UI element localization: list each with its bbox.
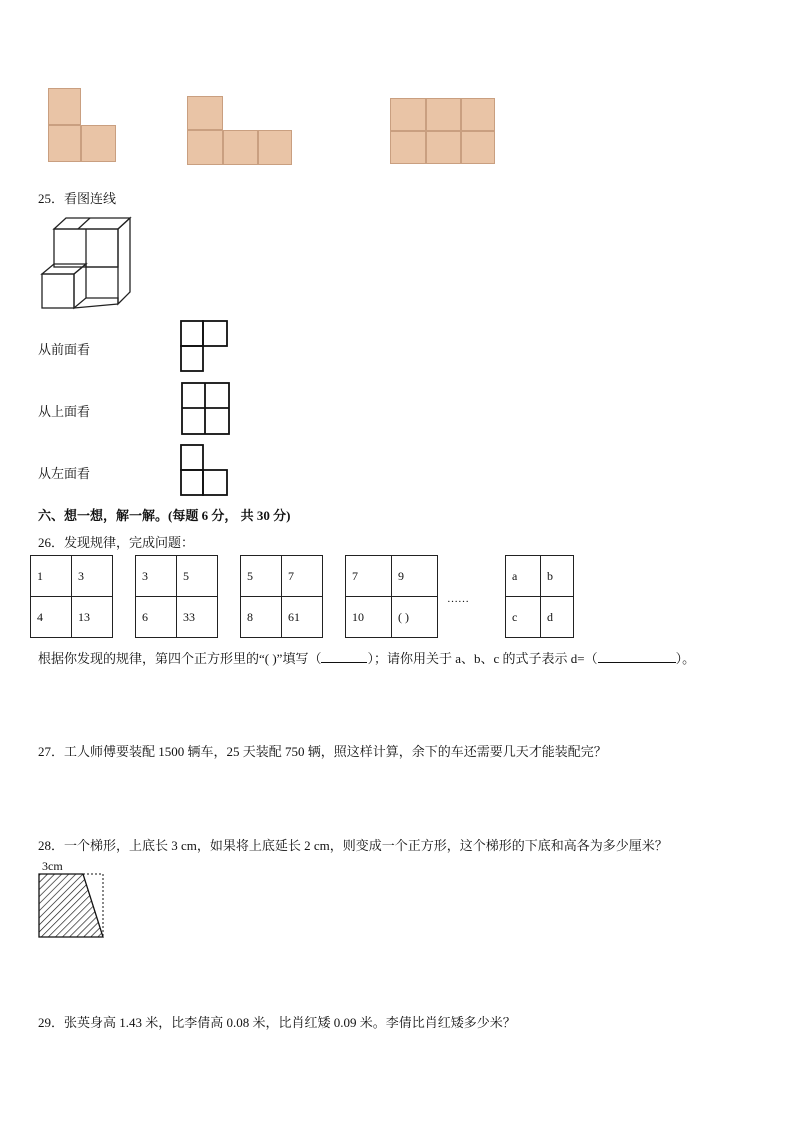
pattern-cell: 6 — [136, 597, 177, 638]
question-26-title: 26．发现规律，完成问题： — [38, 535, 195, 550]
pattern-cell: 8 — [241, 597, 282, 638]
pattern-cell: 13 — [72, 597, 113, 638]
view-label-front: 从前面看 — [38, 342, 91, 357]
view-label-left: 从左面看 — [38, 466, 91, 481]
view-figure-3 — [180, 444, 230, 498]
answer-blank-1[interactable] — [321, 662, 367, 663]
pattern-cell: c — [506, 597, 541, 638]
pattern-square-2 — [135, 555, 218, 638]
pattern-cell: d — [541, 597, 574, 638]
pattern-cell: 61 — [282, 597, 323, 638]
pattern-cell: 10 — [346, 597, 392, 638]
cube-stack-figure — [38, 214, 134, 312]
view-figure-2 — [180, 381, 232, 437]
section-6-heading: 六、想一想，解一解。(每题 6 分， 共 30 分) — [38, 508, 291, 523]
pattern-cell: a — [506, 556, 541, 597]
question-27: 27．工人师傅要装配 1500 辆车，25 天装配 750 辆，照这样计算，余下的车还需要几天才能装配完？ — [38, 744, 607, 759]
view-label-top: 从上面看 — [38, 404, 91, 419]
prompt-part-1: 根据你发现的规律，第四个正方形里的“( )”填写（ — [38, 651, 322, 666]
ellipsis: …… — [447, 593, 469, 605]
pattern-square-5 — [505, 555, 574, 638]
answer-blank-2[interactable] — [598, 662, 676, 663]
prompt-part-3: ）。 — [675, 651, 696, 666]
pattern-cell: 5 — [241, 556, 282, 597]
prompt-part-2: ）；请你用关于 a、b、c 的式子表示 d=（ — [367, 651, 598, 666]
pattern-square-3 — [240, 555, 323, 638]
view-figure-1 — [180, 320, 230, 374]
trapezoid-label: 3cm — [42, 859, 63, 873]
question-28: 28．一个梯形，上底长 3 cm，如果将上底延长 2 cm，则变成一个正方形，这个梯形的下底和高各为多少厘米？ — [38, 838, 668, 853]
question-25-title: 25．看图连线 — [38, 191, 117, 206]
pattern-cell: b — [541, 556, 574, 597]
pattern-cell: 1 — [31, 556, 72, 597]
pattern-square-1 — [30, 555, 113, 638]
pattern-cell: 4 — [31, 597, 72, 638]
pattern-cell: 5 — [177, 556, 218, 597]
pattern-cell: ( ) — [392, 597, 438, 638]
pattern-cell: 3 — [72, 556, 113, 597]
pattern-cell: 3 — [136, 556, 177, 597]
question-26-prompt — [38, 648, 695, 667]
pattern-cell: 7 — [346, 556, 392, 597]
pattern-square-4 — [345, 555, 438, 638]
pattern-cell: 33 — [177, 597, 218, 638]
question-29: 29．张英身高 1.43 米，比李倩高 0.08 米，比肖红矮 0.09 米。李倩比肖红矮多少米？ — [38, 1015, 516, 1030]
pattern-cell: 7 — [282, 556, 323, 597]
pattern-cell: 9 — [392, 556, 438, 597]
trapezoid-figure — [36, 871, 106, 941]
